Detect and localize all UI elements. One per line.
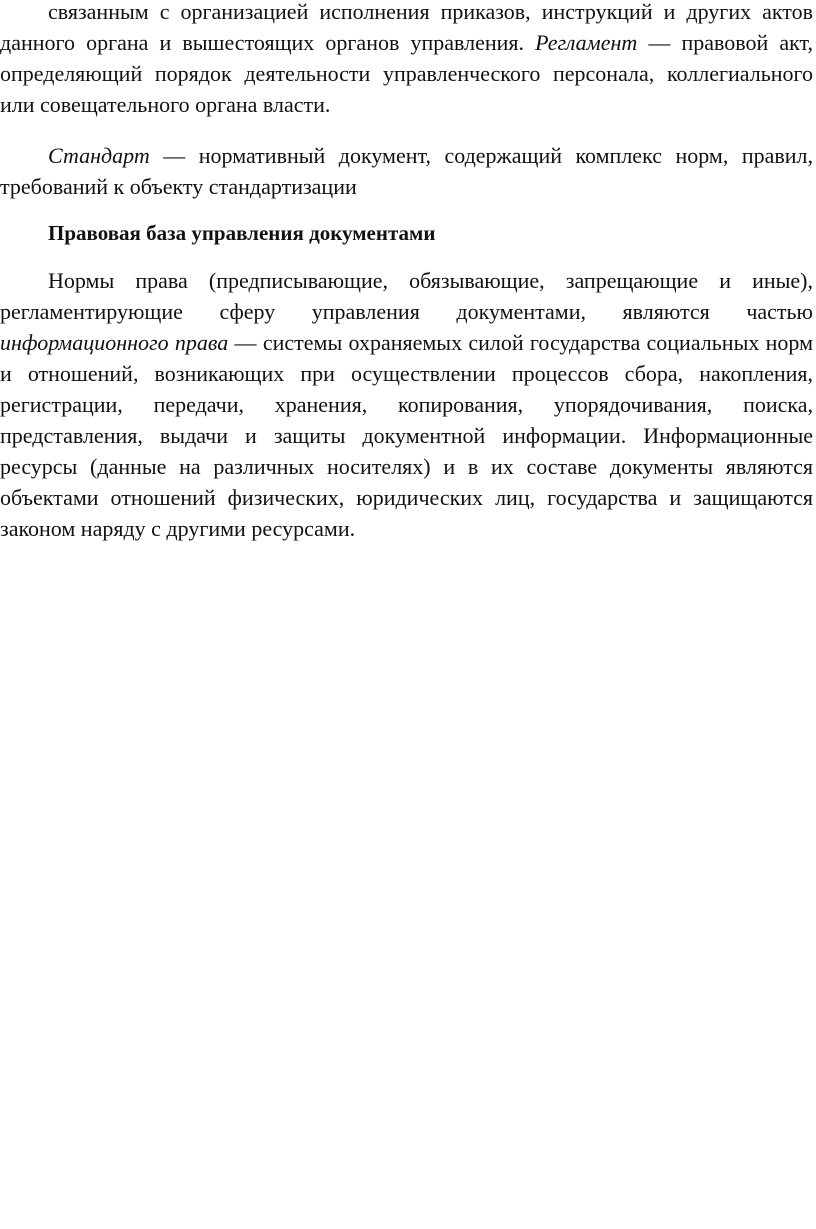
term-information-law: информационного права <box>0 330 229 355</box>
paragraph-text: связанным с организацией исполнения приказов, инструкций и других актов данного органа и вышестоящих органов управления. <box>0 0 813 55</box>
term-reglament: Регламент <box>535 30 638 55</box>
section-heading: Правовая база управления документами <box>48 221 436 245</box>
paragraph-text: — правовой акт, определяющий порядок деятельности управленческого персонала, коллегиального или совещательного органа власти. <box>0 30 813 117</box>
paragraph-text: Нормы права (предписывающие, обязывающие, запрещающие и иные), регламентирующие сферу управления документами, являются частью <box>0 268 813 324</box>
paragraph-reglament <box>0 0 813 120</box>
term-standard: Стандарт <box>48 143 150 168</box>
paragraph-text: — нормативный документ, содержащий комплекс норм, правил, требований к объекту стандартизации <box>0 143 813 199</box>
paragraph-legal-basis <box>0 265 813 544</box>
paragraph-text: — системы охраняемых силой государства социальных норм и отношений, возникающих при осуществлении процессов сбора, накопления, регистрации, передачи, хранения, копирования, упорядочивания, поиска, представления, выдачи и защиты документной информации. Информационные ресурсы (данные на различных носителях) и в их составе документы являются объектами отношений физических, юридических лиц, государства и защищаются законом наряду с другими ресурсами. <box>0 330 813 541</box>
paragraph-standard <box>0 140 813 202</box>
